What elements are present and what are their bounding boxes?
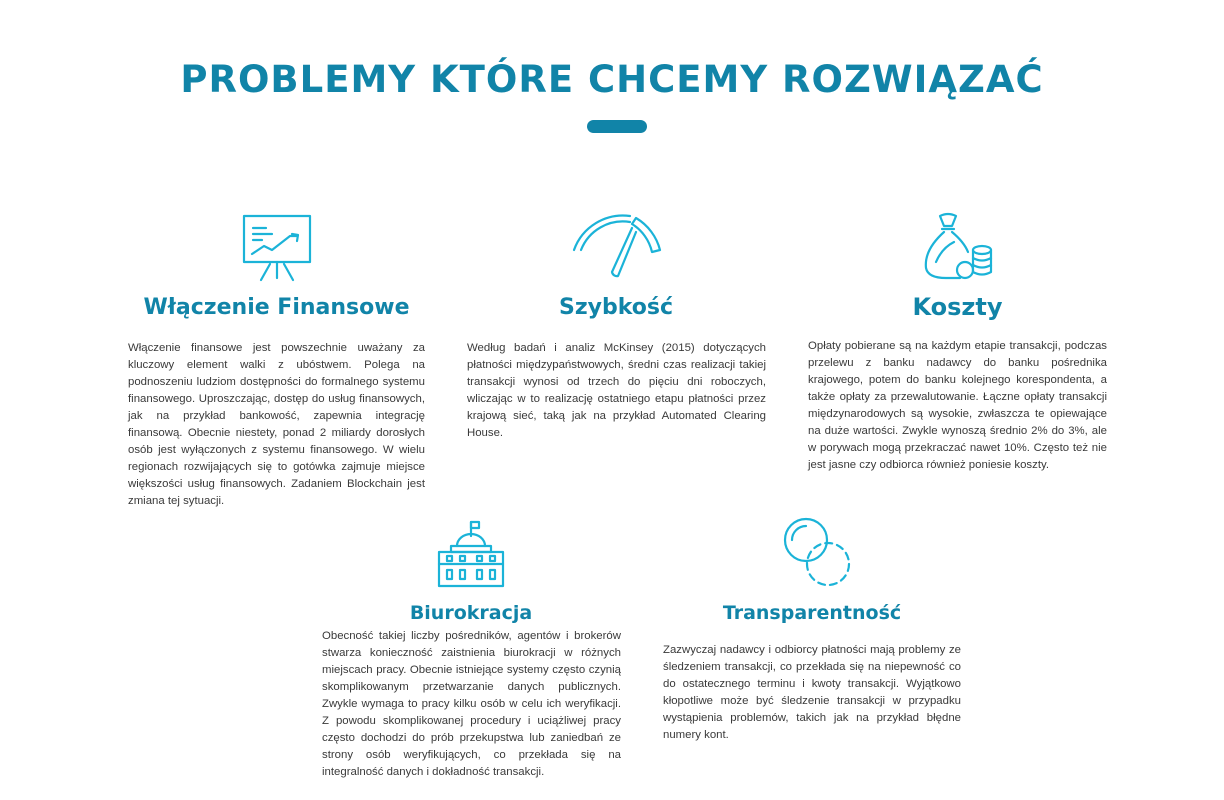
card-heading: Szybkość [558,295,674,320]
speedometer-icon [570,210,664,282]
card-description: Opłaty pobierane są na każdym etapie transakcji, podczas przelewu z banku nadawcy do banku pośrednika krajowego, potem do banku kolejnego korespondenta, a także opłaty za przewalutowanie. Łączne opłaty transakcji międzynarodowych są wysokie, zwłaszcza te opiewające na duże wartości. Zwykle wynoszą średnio 2% do 3%, ale w porywach mogą przekraczać nawet 10%. Często też nie jest jasne czy odbiorca również poniesie koszty. [808,340,1107,471]
government-building-icon [435,518,507,590]
card-description: Według badań i analiz McKinsey (2015) dotyczących płatności międzypaństwowych, średni czas realizacji takiej transakcji wynosi od trzech do pięciu dni roboczych, wliczając w to realizację ostatniego etapu płatności przez krajową sieć, taką jak na przykład Automated Clearing House. [467,342,766,439]
card-description: Włączenie finansowe jest powszechnie uważany za kluczowy element walki z ubóstwem. Polega na podnoszeniu ludziom dostępności do formalnego systemu finansowego. Uproszczając, dostęp do usług finansowych, jak na przykład bankowość, zapewnia integrację finansową. Obecnie niestety, ponad 2 miliardy dorosłych osób jest wyłączonych z systemu finansowego. W wielu regionach rozwijających się to gotówka zajmuje miejsce większości usług finansowych. Zadaniem Blockchain jest zmiana tej sytuacji. [128,342,425,507]
card-heading: Włączenie Finansowe [143,295,410,320]
card-heading: Transparentność [722,602,902,624]
presentation-chart-icon [240,212,314,282]
title-underline [587,120,647,133]
overlapping-circles-icon [780,516,854,590]
card-heading: Biurokracja [409,602,533,624]
money-bag-coins-icon [920,210,994,282]
page-title: PROBLEMY KTÓRE CHCEMY ROZWIĄZAĆ [180,58,1044,101]
card-description: Obecność takiej liczby pośredników, agentów i brokerów stwarza konieczność zaistnienia biurokracji w różnych miejscach pracy. Obecnie istniejące systemy często czynią skomplikowanym przetwarzanie danych publicznych. Zwykle wymaga to pracy kilku osób w celu ich weryfikacji. Z powodu skomplikowanej procedury i uciążliwej pracy często dochodzi do prób przekupstwa lub zaniedbań ze strony osób weryfikujących, co przekłada się na integralność danych i dokładność transakcji. [322,630,621,778]
card-heading: Koszty [912,293,1003,321]
card-description: Zazwyczaj nadawcy i odbiorcy płatności mają problemy ze śledzeniem transakcji, co przekłada się na niepewność co do ostatecznego terminu i kwoty transakcji. Wyjątkowo kłopotliwe może być śledzenie transakcji w przypadku wystąpienia problemów, takich jak na przykład błędne numery kont. [663,644,961,741]
